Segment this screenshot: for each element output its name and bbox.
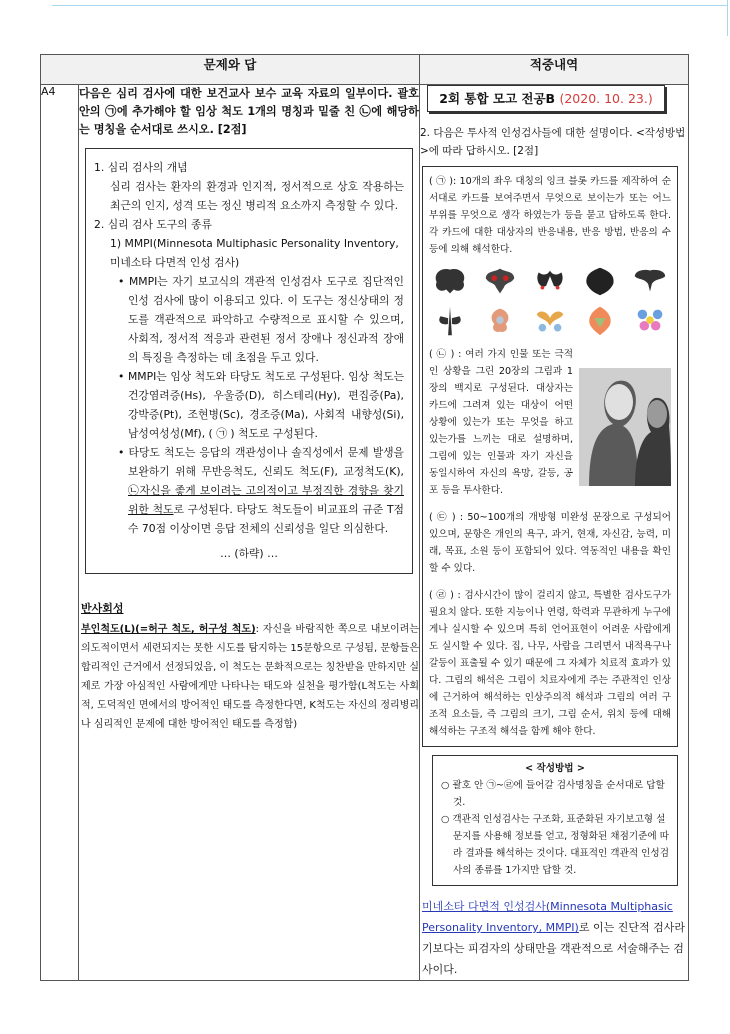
top-rule: [52, 5, 728, 6]
reflection-title: 반사회성: [81, 602, 124, 615]
method-box: [432, 755, 678, 886]
inkblot-image: [631, 264, 669, 298]
bullet-3: [118, 443, 404, 538]
inkblot-image: [531, 264, 569, 298]
answer-tail: 로 이는 진단적 검사라기보다는 피검자의 상태만을 객관적으로 서술해주는 검사이다.: [422, 921, 685, 976]
inkblot-image: [581, 264, 619, 298]
left-column: [79, 85, 420, 981]
tat-section: [429, 346, 671, 499]
bullet-3-underline: ㉡자신을 좋게 보이려는 고의적이고 부정직한 경향을 찾기 위한 척도: [128, 484, 404, 516]
header-left: 문제와 답: [41, 55, 420, 85]
header-row: [41, 55, 689, 85]
header-right: 적중내역: [420, 55, 689, 85]
inkblot-row-1: [431, 264, 669, 298]
reflection-key: 부인척도(L)(=허구 척도, 허구성 척도): [81, 624, 256, 635]
inkblot-image: [581, 304, 619, 338]
bullet-3-a: • 타당도 척도는 응답의 객관성이나 솔직성에서 문제 발생을 보완하기 위해 무반응척도, 신뢰도 척도(F), 교정척도(K),: [118, 446, 404, 478]
bullet-2: • MMPI는 임상 척도와 타당도 척도로 구성된다. 임상 척도는 건강염려증(Hs), 우울증(D), 히스테리(Hy), 편집증(Pa), 강박증(Pt), 조현병(Sc), 경조증(Ma), 사회적 내향성(Si), 남성여성성(Mf), ( ㉠ ) 척도로 구성된다.: [118, 370, 404, 440]
exam-date: (2020. 10. 23.): [559, 91, 653, 106]
section2-sub: 1) MMPI(Minnesota Multiphasic Personality Inventory, 미네소타 다면적 인성 검사): [110, 237, 399, 269]
exam-title-box: [427, 85, 665, 112]
exam-title: 2회 통합 모고 전공B: [439, 91, 556, 106]
answer-table: [40, 54, 689, 981]
omitted-note: … (하략) …: [220, 547, 278, 560]
inkblot-image: [431, 264, 469, 298]
section1-body: 심리 검사는 환자의 환경과 인지적, 정서적으로 상호 작용하는 최근의 인지, 성격 또는 정신 병리적 요소까지 측정할 수 있다.: [110, 180, 404, 212]
method-item-2: ○ 객관적 인성검사는 구조화, 표준화된 자기보고형 설문지를 사용해 정보를 얻고, 정형화된 채점기준에 따라 결과를 해석하는 것이다. 대표적인 객관적 인성검사의 종류를 1가지만 답할 것.: [441, 814, 669, 876]
content-row: [41, 85, 689, 981]
inkblot-image: [631, 304, 669, 338]
method-item-1: ○ 괄호 안 ㉠~㉣에 들어갈 검사명칭을 순서대로 답할 것.: [441, 780, 665, 808]
answer-note: [422, 896, 688, 980]
section1-title: 1. 심리 검사의 개념: [94, 161, 188, 174]
bullet-1: • MMPI는 자기 보고식의 객관적 인성검사 도구로 집단적인 인성 검사에 많이 이용되고 있다. 이 도구는 정신상태의 정도를 객관적으로 파악하고 수량적으로 표시할 수 있으며, 사회적, 정서적 적응과 관련된 정서 장애나 정신과적 장애의 특징을 측정하는 데 초점을 두고 있다.: [118, 275, 404, 364]
paragraph-2: ( ㉡ ) : 여러 가지 인물 또는 극적인 상황을 그린 20장의 그림과 1장의 백지로 구성된다. 대상자는 카드에 그려져 있는 대상이 어떤 상황에 있는가 또는 무엇을 하고 있는가를 느끼는 대로 설명하며, 그림에 있는 인물과 자기 자신을 동일시하여 자신의 욕망, 갈등, 공포 등을 투사한다.: [429, 349, 573, 496]
inkblot-image: [481, 264, 519, 298]
answer-link[interactable]: 미네소타 다면적 인성검사(Minnesota Multiphasic Personality Inventory, MMPI): [422, 900, 673, 934]
paragraph-4: ( ㉣ ) : 검사시간이 많이 걸리지 않고, 특별한 검사도구가 필요치 않다. 또한 지능이나 연령, 학력과 무관하게 누구에게나 실시할 수 있으며 특히 언어표현이 어려운 사람에게도 실시할 수 있다. 집, 나무, 사람을 그리면서 내적욕구나 갈등이 표출될 수 있기 때문에 그 자체가 치료적 효과가 있다. 그림의 해석은 그림이 치료자에게 주는 주관적인 인상에 근거하여 해석하는 인상주의적 해석과 그림의 여러 구조적 요소들, 즉 그림의 크기, 그림 순서, 위치 등에 대해 해석하는 구조적 해석을 함께 해야 한다.: [429, 590, 671, 737]
inkblot-row-2: [431, 304, 669, 338]
section2-title: 2. 심리 검사 도구의 종류: [94, 218, 212, 231]
paragraph-1: ( ㉠ ): 10개의 좌우 대칭의 잉크 블롯 카드를 제작하여 순서대로 카드를 보여주면서 무엇으로 보이는가 또는 어느 부위를 무엇으로 생각 하였는가 등을 묻고 답하도록 한다. 각 카드에 대한 대상자의 반응내용, 반응 방법, 반응의 수 등에 의해 해석한다.: [429, 176, 671, 255]
tat-card-image: [579, 368, 671, 486]
projective-tests-box: [422, 166, 678, 747]
reflection-body: : 자신을 바람직한 쪽으로 내보이려는 의도적이면서 세련되지는 못한 시도를 탐지하는 15문항으로 구성됨, 문항들은 합리적인 근거에서 선정되었음, 이 척도는 문화적으로는 칭찬받을 만하지만 실제로 가장 아심적인 사람에게만 나타나는 태도와 실천을 평가함(L척도는 사회적, 도덕적인 면에서의 방어적인 태도를 측정한다면, K척도는 자신의 정리병리나 심리적인 문제에 대한 방어적인 태도를 측정함): [81, 624, 419, 730]
question-number: A4: [41, 85, 79, 981]
inkblot-image: [531, 304, 569, 338]
material-box: [85, 148, 413, 574]
question-intro: 다음은 심리 검사에 대한 보건교사 보수 교육 자료의 일부이다. 괄호 안의 ㉠에 추가해야 할 임상 척도 1개의 명칭과 밑줄 친 ㉡에 해당하는 명칭을 순서대로 쓰시오. [2점]: [79, 87, 419, 136]
right-column: [420, 85, 689, 981]
reflection-text: [81, 620, 419, 734]
method-title: < 작성방법 >: [525, 763, 585, 774]
inkblot-image: [431, 304, 469, 338]
paragraph-3: ( ㉢ ) : 50~100개의 개방형 미완성 문장으로 구성되어 있으며, 문항은 개인의 욕구, 과거, 현재, 자신감, 능력, 미래, 목표, 소원 등이 포함되어 있다. 역동적인 내용을 확인할 수 있다.: [429, 512, 671, 574]
side-rule: [727, 0, 728, 36]
bullet-3-b: 로 구성된다. 타당도 척도들이 비교표의 규준 T점수 70점 이상이면 응답 전체의 신뢰성을 일단 의심한다.: [128, 503, 404, 535]
question-2: 2. 다음은 투사적 인성검사들에 대한 설명이다. <작성방법>에 따라 답하시오. [2점]: [420, 127, 686, 157]
inkblot-image: [481, 304, 519, 338]
